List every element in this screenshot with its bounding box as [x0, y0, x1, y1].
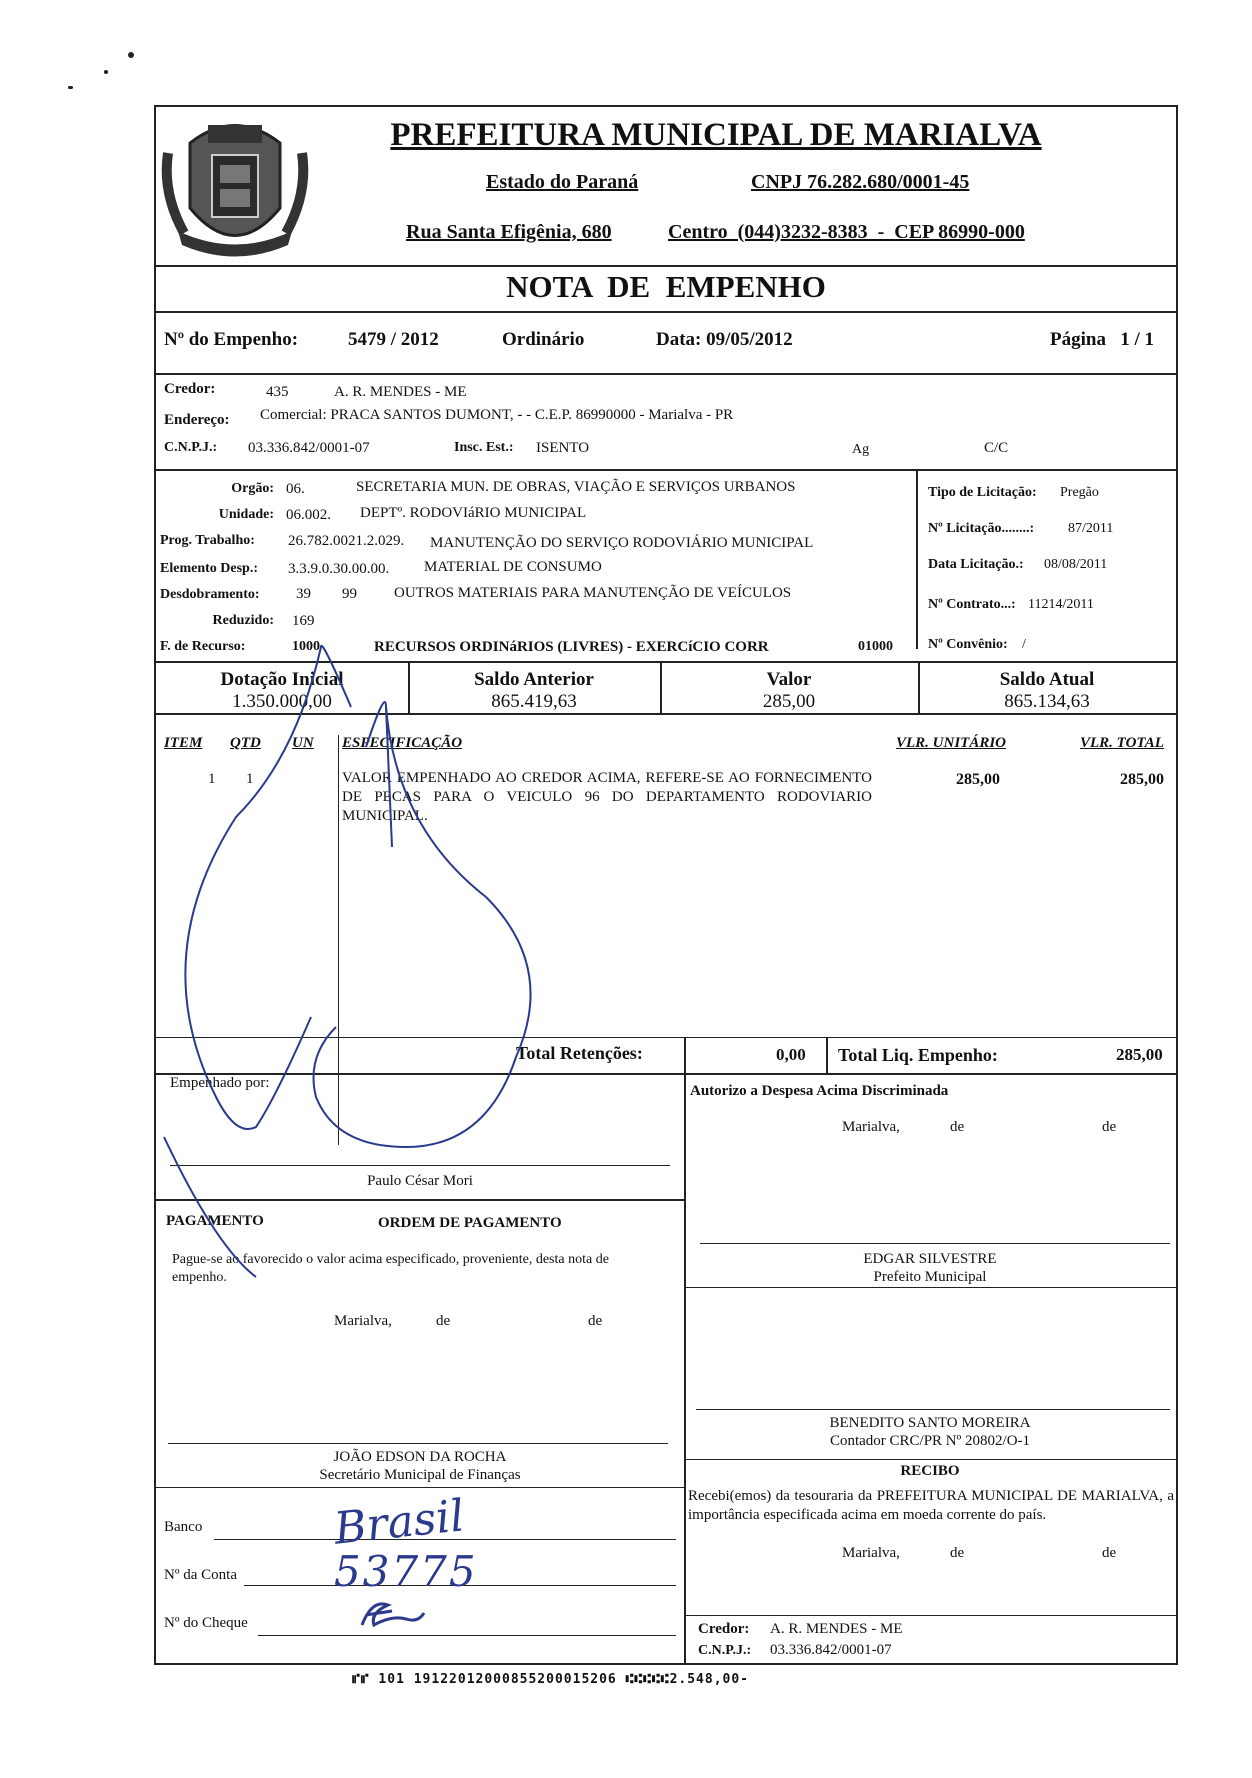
col-qtd-header: QTD [230, 735, 261, 751]
contact-label: Centro (044)3232-8383 - CEP 86990-000 [668, 221, 1025, 243]
pen-signature-loops [156, 627, 696, 1287]
recibo-cnpj: 03.336.842/0001-07 [770, 1642, 892, 1658]
municipality-title: PREFEITURA MUNICIPAL DE MARIALVA [390, 117, 1042, 153]
recibo-de2: de [1102, 1545, 1117, 1561]
pagamento-de1: de [436, 1313, 451, 1329]
licitacao-num-label: Nº Licitação........: [928, 521, 1035, 536]
micr-line: ⑈⑈ 101 19122012000855200015206 ⑆⑆⑆⑆⑆2.548,00- [352, 1672, 750, 1687]
contador-role: Contador CRC/PR Nº 20802/O-1 [829, 1433, 1031, 1449]
doc-title: NOTA DE EMPENHO [506, 269, 826, 304]
banco-label: Banco [164, 1519, 203, 1535]
insc-value: ISENTO [536, 440, 590, 456]
elemento-label: Elemento Desp.: [160, 561, 258, 576]
desdobramento-label: Desdobramento: [160, 587, 260, 602]
contrato-value: 11214/2011 [1028, 597, 1094, 612]
col-unit-header: VLR. UNITÁRIO [896, 735, 1007, 751]
dotacao-value: 1.350.000,00 [232, 691, 332, 712]
prog-name: MANUTENÇÃO DO SERVIÇO RODOVIÁRIO MUNICIPAL [430, 535, 814, 551]
convenio-label: Nº Convênio: [928, 637, 1008, 652]
prefeito-name: EDGAR SILVESTRE [863, 1251, 997, 1267]
empenho-number: 5479 / 2012 [348, 329, 439, 350]
orgao-name: SECRETARIA MUN. DE OBRAS, VIAÇÃO E SERVIÇOS URBANOS [356, 479, 796, 495]
total-retencoes-value: 0,00 [776, 1045, 806, 1064]
credor-cnpj: 03.336.842/0001-07 [248, 440, 370, 456]
row-spec: VALOR EMPENHADO AO CREDOR ACIMA, REFERE-SE AO FORNECIMENTO DE PECAS PARA O VEICULO 96 DO DEPARTAMENTO RODOVIARIO MUNICIPAL. [342, 770, 872, 824]
reduzido-value: 169 [292, 613, 315, 629]
coat-of-arms-icon [160, 113, 310, 265]
empenho-date: Data: 09/05/2012 [656, 329, 793, 350]
speck [128, 52, 134, 58]
speck [104, 70, 108, 74]
ordem-pagamento-label: ORDEM DE PAGAMENTO [378, 1215, 562, 1231]
autorizo-place: Marialva, [842, 1119, 900, 1135]
total-liq-value: 285,00 [1116, 1045, 1163, 1064]
handwritten-cheque-scribble [352, 1595, 432, 1639]
row-item: 1 [208, 771, 216, 787]
document-frame [154, 105, 1178, 1665]
desdobramento-code2: 99 [342, 586, 357, 602]
col-un-header: UN [292, 735, 314, 751]
orgao-label: Orgão: [231, 481, 274, 496]
cc-label: C/C [984, 440, 1009, 456]
credor-name: A. R. MENDES - ME [334, 384, 467, 400]
unidade-name: DEPTº. RODOVIáRIO MUNICIPAL [360, 505, 587, 521]
tipo-licitacao: Pregão [1060, 485, 1099, 500]
page-number: Página 1 / 1 [1050, 329, 1154, 350]
address-field-label: Endereço: [164, 412, 230, 428]
saldo-atual-label: Saldo Atual [999, 669, 1095, 690]
reduzido-label: Reduzido: [212, 613, 274, 628]
pagamento-label: PAGAMENTO [166, 1213, 264, 1229]
orgao-code: 06. [286, 481, 305, 497]
total-retencoes-label: Total Retenções: [516, 1043, 643, 1063]
recurso-number: 01000 [858, 639, 893, 654]
empenhado-label: Empenhado por: [170, 1075, 270, 1091]
empenhado-name: Paulo César Mori [367, 1173, 473, 1189]
row-unit-value: 285,00 [956, 771, 1000, 788]
credor-code: 435 [266, 384, 289, 400]
licitacao-num: 87/2011 [1068, 521, 1114, 536]
col-spec-header: ESPECIFICAÇÃO [342, 735, 463, 751]
handwritten-banco: Brasil [331, 1490, 467, 1555]
desdobramento-code1: 39 [296, 586, 311, 602]
ag-label: Ag [852, 442, 870, 457]
insc-label: Insc. Est.: [454, 440, 514, 455]
handwritten-conta: 53775 [334, 1547, 478, 1596]
prog-label: Prog. Trabalho: [160, 533, 255, 548]
state-label: Estado do Paraná [486, 171, 639, 193]
licitacao-data: 08/08/2011 [1044, 557, 1108, 572]
recibo-de1: de [950, 1545, 965, 1561]
recurso-code: 1000 [292, 639, 320, 654]
col-total-header: VLR. TOTAL [1080, 735, 1164, 751]
col-item-header: ITEM [164, 735, 203, 751]
dotacao-label: Dotação Inicial [220, 669, 344, 690]
elemento-code: 3.3.9.0.30.00.00. [288, 561, 390, 577]
address-label: Rua Santa Efigênia, 680 [406, 221, 612, 243]
secretario-role: Secretário Municipal de Finanças [319, 1467, 521, 1483]
recibo-cnpj-label: C.N.P.J.: [698, 1643, 752, 1658]
saldo-anterior-value: 865.419,63 [491, 691, 577, 712]
cheque-label: Nº do Cheque [164, 1615, 248, 1631]
pagamento-place: Marialva, [334, 1313, 392, 1329]
unidade-code: 06.002. [286, 507, 331, 523]
recibo-credor-label: Credor: [698, 1621, 750, 1637]
tipo-licitacao-label: Tipo de Licitação: [928, 485, 1037, 500]
total-liq-label: Total Liq. Empenho: [838, 1045, 998, 1065]
credor-address: Comercial: PRACA SANTOS DUMONT, - - C.E.P. 86990000 - Marialva - PR [260, 407, 734, 423]
licitacao-data-label: Data Licitação.: [928, 557, 1024, 572]
recibo-text: Recebi(emos) da tesouraria da PREFEITURA MUNICIPAL DE MARIALVA, a importância especificada acima em moeda corrente do país. [688, 1488, 1174, 1523]
empenho-type: Ordinário [502, 329, 585, 350]
prog-code: 26.782.0021.2.029. [288, 533, 405, 549]
recibo-title: RECIBO [900, 1463, 960, 1479]
recurso-name: RECURSOS ORDINáRIOS (LIVRES) - EXERCíCIO CORR [374, 639, 769, 655]
convenio-value: / [1022, 637, 1026, 652]
autorizo-title: Autorizo a Despesa Acima Discriminada [690, 1083, 949, 1099]
speck [68, 86, 73, 89]
recibo-credor: A. R. MENDES - ME [770, 1621, 903, 1637]
saldo-anterior-label: Saldo Anterior [474, 669, 594, 690]
cnpj-field-label: C.N.P.J.: [164, 440, 218, 455]
pagamento-text: Pague-se ao favorecido o valor acima especificado, proveniente, desta nota de empenho. [172, 1252, 609, 1285]
contrato-label: Nº Contrato...: [928, 597, 1016, 612]
valor-value: 285,00 [762, 691, 816, 712]
autorizo-de2: de [1102, 1119, 1117, 1135]
contador-name: BENEDITO SANTO MOREIRA [829, 1415, 1031, 1431]
desdobramento-name: OUTROS MATERIAIS PARA MANUTENÇÃO DE VEÍCULOS [394, 585, 792, 601]
secretario-name: JOÃO EDSON DA ROCHA [333, 1449, 507, 1465]
row-total-value: 285,00 [1120, 771, 1164, 788]
unidade-label: Unidade: [218, 507, 274, 522]
cnpj-label: CNPJ 76.282.680/0001-45 [751, 171, 970, 193]
prefeito-role: Prefeito Municipal [873, 1269, 987, 1285]
pagamento-de2: de [588, 1313, 603, 1329]
row-qtd: 1 [246, 771, 254, 787]
elemento-name: MATERIAL DE CONSUMO [424, 559, 602, 575]
saldo-atual-value: 865.134,63 [1004, 691, 1090, 712]
recurso-label: F. de Recurso: [160, 639, 246, 654]
empenho-number-label: Nº do Empenho: [164, 329, 299, 350]
recibo-place: Marialva, [842, 1545, 900, 1561]
valor-label: Valor [766, 669, 812, 690]
autorizo-de1: de [950, 1119, 965, 1135]
credor-label: Credor: [164, 381, 216, 397]
conta-label: Nº da Conta [164, 1567, 237, 1583]
